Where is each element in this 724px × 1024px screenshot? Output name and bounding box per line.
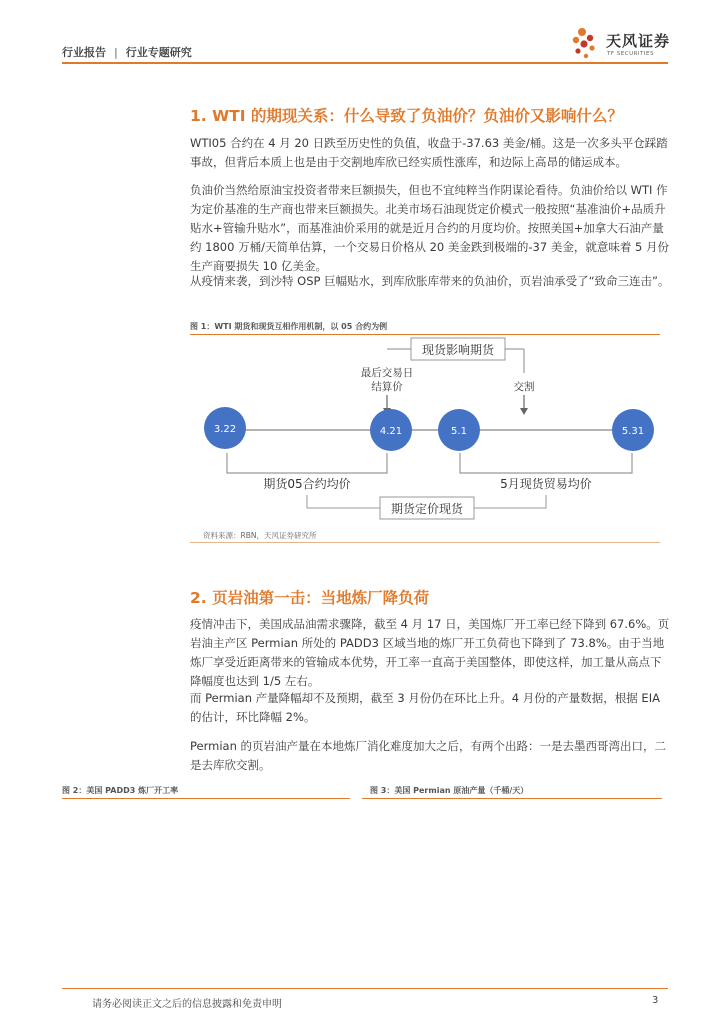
arrow-delivery-head	[520, 408, 528, 415]
timeline-node-1-label: 3.22	[213, 424, 237, 435]
top-box-label: 现货影响期货	[421, 343, 495, 357]
logo-name-en: TF SECURITIES	[607, 51, 654, 57]
header-separator: |	[113, 46, 118, 59]
connector-bottom-left	[307, 495, 380, 508]
logo-name-cn: 天风证券	[606, 32, 671, 50]
header-left	[62, 44, 192, 60]
connector-bottom-right	[474, 495, 546, 508]
header-report-subtype: 行业专题研究	[125, 46, 192, 59]
section1-paragraph-2: 负油价当然给原油宝投资者带来巨额损失，但也不宜纯粹当作阴谋论看待。负油价给以 WTI 作为定价基准的生产商也带来巨额损失。北美市场石油现货定价模式一般按照“基准油价+品质升贴水+管输升贴水”，而基准油价采用的就是近月合约的月度均价。按照美国+加拿大石油产量约 1800 万桶/天简单估算，一个交易日价格从 20 美金跌到极端的-37 美金，就意味着 5 月份生产商要损失 10 亿美金。	[190, 183, 669, 273]
label-delivery: 交割	[513, 381, 535, 393]
section2-paragraph-1: 疫情冲击下，美国成品油需求骤降，截至 4 月 17 日，美国炼厂开工率已经下降到 67.6%。页岩油主产区 Permian 所处的 PADD3 区域当地的炼厂开工负荷也下降到了 73.8%。由于当地炼厂享受近距离带来的管输成本优势，开工率一直高于美国整体，即使这样，加工量从高点下降幅度也达到 1/5 左右。	[190, 617, 670, 688]
timeline-node-2-label: 4.21	[379, 426, 403, 437]
section2-title: 2. 页岩油第一击：当地炼厂降负荷	[190, 589, 430, 607]
label-last-day-line2: 结算价	[371, 381, 403, 393]
footer-disclaimer: 请务必阅读正文之后的信息披露和免责申明	[92, 999, 282, 1010]
bottom-box-label: 期货定价现货	[390, 502, 464, 516]
header-rule	[62, 62, 668, 64]
section2-paragraph-3: Permian 的页岩油产量在本地炼厂消化难度加大之后，有两个出路：一是去墨西哥湾出口，二是去库欣交割。	[190, 739, 667, 772]
figure1-bottom-rule	[190, 542, 660, 543]
bracket-spot	[460, 453, 632, 473]
section1-paragraph-3: 从疫情来袭，到沙特 OSP 巨幅贴水，到库欣胀库带来的负油价，页岩油承受了“致命三连击”。	[190, 274, 670, 288]
figure1-title: 图 1：WTI 期货和现货互相作用机制，以 05 合约为例	[190, 322, 388, 331]
header-report-type: 行业报告	[62, 46, 106, 59]
figure3-title: 图 3：美国 Permian 原油产量（千桶/天）	[370, 786, 529, 795]
footer-rule	[62, 988, 668, 989]
timeline-node-3-label: 5.1	[451, 426, 467, 437]
figure2-title: 图 2：美国 PADD3 炼厂开工率	[62, 786, 179, 795]
section1-title: 1. WTI 的期现关系：什么导致了负油价？负油价又影响什么？	[190, 107, 623, 125]
figure1-source: 资料来源：RBN，天风证券研究所	[203, 531, 317, 540]
label-futures-avg: 期货05合约均价	[263, 477, 351, 491]
page-number: 3	[652, 995, 659, 1006]
timeline-node-4-label: 5.31	[621, 426, 645, 437]
section1-paragraph-1: WTI05 合约在 4 月 20 日跌至历史性的负值，收盘于-37.63 美金/桶。这是一次多头平仓踩踏事故，但背后本质上也是由于交割地库欣已经实质性涨库，和边际上高昂的储运成本。	[190, 136, 668, 169]
figure3-rule	[362, 798, 662, 799]
figure2-rule	[62, 798, 350, 799]
label-last-day-line1: 最后交易日	[360, 367, 414, 379]
label-spot-avg: 5月现货贸易均价	[500, 477, 592, 491]
bracket-futures	[227, 453, 387, 473]
company-logo-icon	[570, 26, 602, 62]
figure1-diagram	[190, 335, 660, 525]
section2-paragraph-2: 而 Permian 产量降幅却不及预期，截至 3 月份仍在环比上升。4 月份的产量数据，根据 EIA 的估计，环比降幅 2%。	[190, 691, 660, 724]
